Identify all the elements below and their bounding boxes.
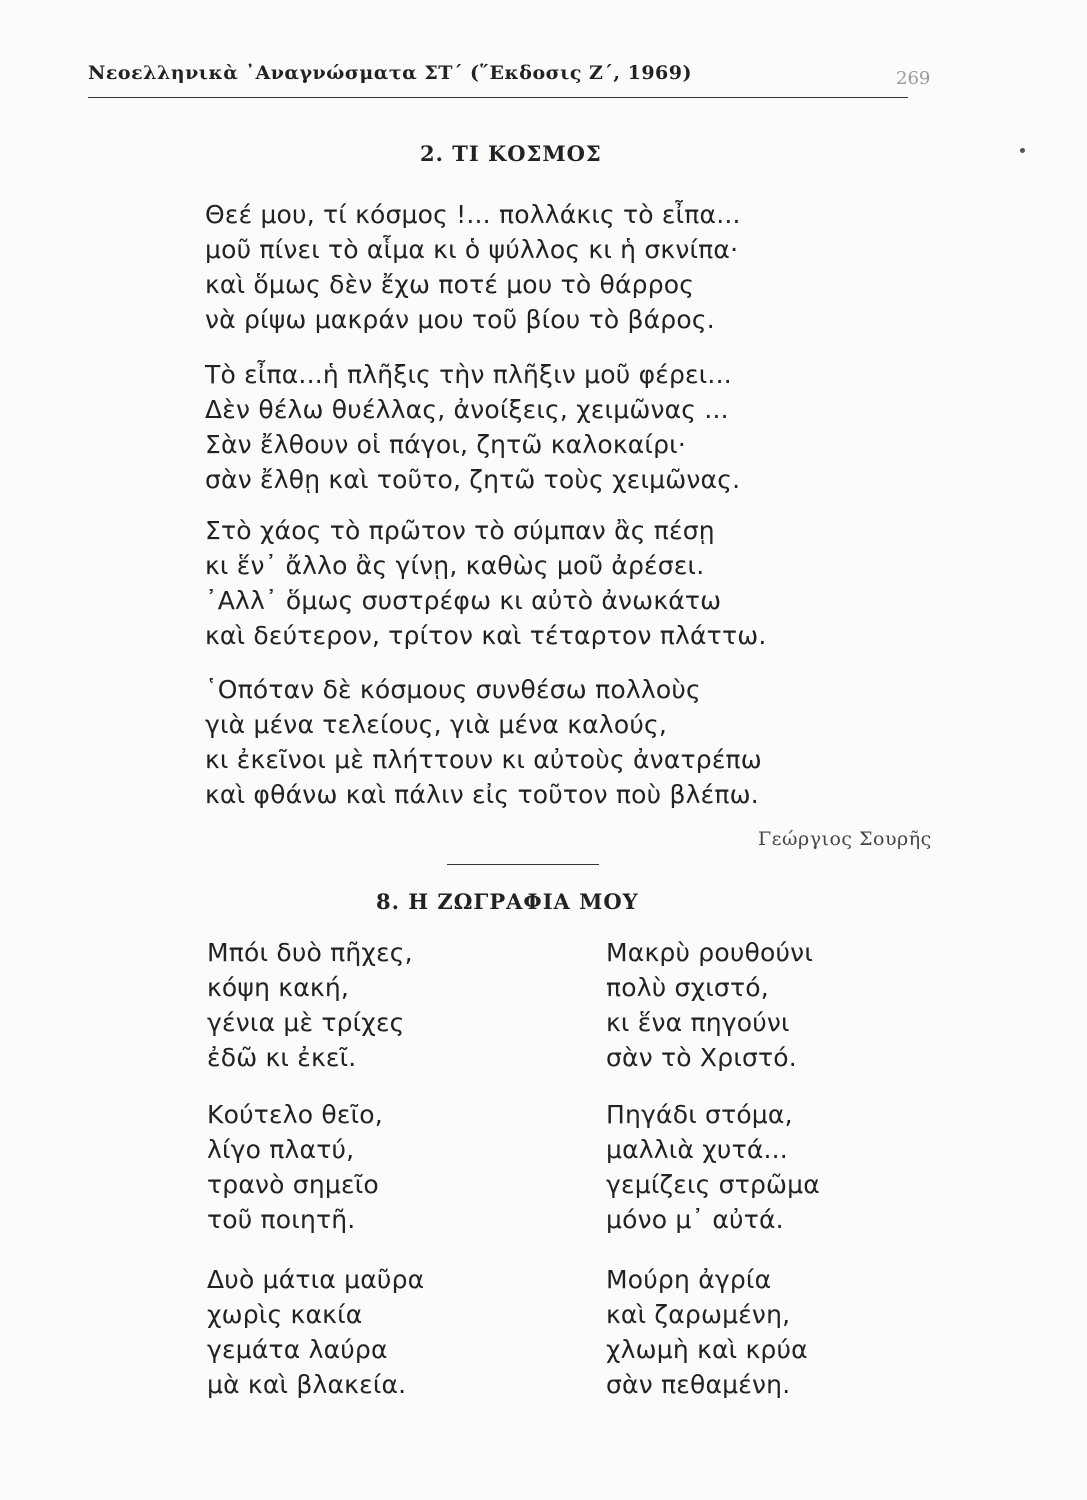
verse-line: Μούρη ἀγρία [606, 1265, 772, 1294]
verse-line: Μακρὺ ρουθούνι [606, 938, 813, 967]
margin-mark [1020, 148, 1025, 153]
verse-line: γένια μὲ τρίχες [207, 1008, 405, 1037]
verse-line: μαλλιὰ χυτά... [606, 1135, 788, 1164]
author-name: Γεώργιος Σουρῆς [758, 828, 932, 850]
verse-line: νὰ ρίψω μακράν μου τοῦ βίου τὸ βάρος. [205, 305, 715, 334]
stanza-left [207, 1097, 383, 1237]
verse-line: ῾Οπόταν δὲ κόσμους συνθέσω πολλοὺς [205, 675, 701, 704]
verse-line: Κούτελο θεῖο, [207, 1100, 383, 1129]
stanza-right [606, 935, 813, 1075]
stanza-right [606, 1262, 808, 1402]
verse-line: Σὰν ἔλθουν οἱ πάγοι, ζητῶ καλοκαίρι· [205, 430, 686, 459]
running-header: Νεοελληνικὰ ᾿Αναγνώσματα ΣΤ΄ (῞Εκδοσις Ζ΄, 1969) [88, 62, 692, 84]
verse-line: ἐδῶ κι ἐκεῖ. [207, 1043, 357, 1072]
page-number: 269 [896, 68, 931, 89]
stanza [205, 513, 766, 653]
poem-title: 2. ΤΙ ΚΟΣΜΟΣ [420, 141, 602, 166]
poem-title: 8. Η ΖΩΓΡΑΦΙΑ ΜΟΥ [376, 889, 639, 914]
verse-line: γιὰ μένα τελείους, γιὰ μένα καλούς, [205, 710, 668, 739]
verse-line: χλωμὴ καὶ κρύα [606, 1335, 808, 1364]
verse-line: κι ἕνα πηγούνι [606, 1008, 790, 1037]
verse-line: Δυὸ μάτια μαῦρα [207, 1265, 425, 1294]
verse-line: ᾿Αλλ᾿ ὅμως συστρέφω κι αὐτὸ ἀνωκάτω [205, 586, 722, 615]
header-rule [88, 97, 908, 98]
verse-line: Πηγάδι στόμα, [606, 1100, 793, 1129]
verse-line: μόνο μ᾿ αὐτά. [606, 1205, 784, 1234]
verse-line: σὰν ἔλθῃ καὶ τοῦτο, ζητῶ τοὺς χειμῶνας. [205, 465, 741, 494]
verse-line: κι ἕν᾿ ἄλλο ἂς γίνῃ, καθὼς μοῦ ἀρέσει. [205, 551, 705, 580]
stanza-right [606, 1097, 820, 1237]
verse-line: μὰ καὶ βλακεία. [207, 1370, 407, 1399]
verse-line: σὰν πεθαμένη. [606, 1370, 791, 1399]
verse-line: λίγο πλατύ, [207, 1135, 355, 1164]
verse-line: καὶ ὅμως δὲν ἔχω ποτέ μου τὸ θάρρος [205, 270, 695, 299]
verse-line: μοῦ πίνει τὸ αἷμα κι ὁ ψύλλος κι ἡ σκνίπα· [205, 235, 739, 264]
verse-line: σὰν τὸ Χριστό. [606, 1043, 797, 1072]
verse-line: πολὺ σχιστό, [606, 973, 769, 1002]
verse-line: κι ἐκεῖνοι μὲ πλήττουν κι αὐτοὺς ἀνατρέπω [205, 745, 762, 774]
stanza [205, 672, 762, 812]
stanza-left [207, 1262, 424, 1402]
verse-line: τοῦ ποιητῆ. [207, 1205, 356, 1234]
stanza [205, 357, 740, 497]
verse-line: γεμίζεις στρῶμα [606, 1170, 820, 1199]
verse-line: Τὸ εἶπα...ἡ πλῆξις τὴν πλῆξιν μοῦ φέρει... [205, 360, 732, 389]
verse-line: γεμάτα λαύρα [207, 1335, 388, 1364]
verse-line: χωρὶς κακία [207, 1300, 363, 1329]
stanza [205, 197, 741, 337]
verse-line: Μπόι δυὸ πῆχες, [207, 938, 413, 967]
verse-line: κόψη κακή, [207, 973, 350, 1002]
verse-line: τρανὸ σημεῖο [207, 1170, 379, 1199]
stanza-left [207, 935, 413, 1075]
verse-line: Θεέ μου, τί κόσμος !... πολλάκις τὸ εἶπα... [205, 200, 741, 229]
verse-line: καὶ ζαρωμένη, [606, 1300, 791, 1329]
verse-line: καὶ φθάνω καὶ πάλιν εἰς τοῦτον ποὺ βλέπω. [205, 780, 759, 809]
verse-line: καὶ δεύτερον, τρίτον καὶ τέταρτον πλάττω. [205, 621, 767, 650]
verse-line: Δὲν θέλω θυέλλας, ἀνοίξεις, χειμῶνας ... [205, 395, 729, 424]
verse-line: Στὸ χάος τὸ πρῶτον τὸ σύμπαν ἂς πέσῃ [205, 516, 715, 545]
section-separator [447, 864, 599, 865]
